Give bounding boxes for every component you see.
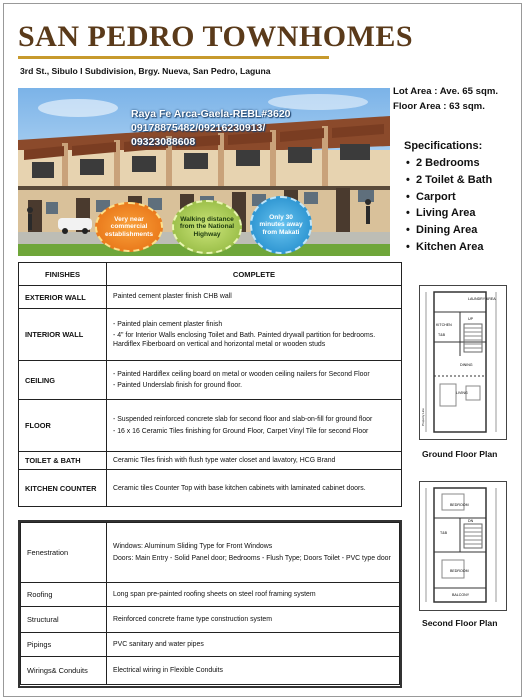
lot-area: Lot Area : Ave. 65 sqm. (393, 86, 499, 97)
row-desc: Painted cement plaster finish CHB wall (107, 286, 402, 309)
table-row (19, 286, 402, 309)
ground-floor-plan-label: Ground Floor Plan (422, 449, 498, 459)
row-desc: Windows: Aluminum Sliding Type for Front Windows Doors: Main Entry - Solid Panel door; Bedrooms - Flush Type; Doors Toilet - PVC type door (107, 523, 400, 583)
row-label: EXTERIOR WALL (19, 286, 107, 309)
specifications-list (406, 157, 492, 258)
table-row (19, 452, 402, 470)
row-label: FLOOR (19, 400, 107, 452)
badge-highway: Walking distance from the National Highway (172, 200, 242, 254)
row-label: Fenestration (21, 523, 107, 583)
spec-item: • Carport (406, 190, 456, 203)
bullet-icon: • (406, 190, 410, 203)
bullet-icon: • (406, 240, 410, 253)
bullet-icon: • (406, 224, 410, 237)
spec-item: • Dining Area (406, 224, 478, 237)
plan-room-label: LIVING (456, 391, 468, 395)
floor-area: Floor Area : 63 sqm. (393, 101, 485, 112)
row-desc: Ceramic Tiles finish with flush type water closet and lavatory, HCG Brand (107, 452, 402, 470)
row-desc: Ceramic tiles Counter Top with base kitchen cabinets with laminated cabinet doors. (107, 470, 402, 507)
plan-room-label: LAUNDRY AREA (468, 297, 496, 301)
row-desc: - Painted plain cement plaster finish - 4" for Interior Walls enclosing Toilet and Bath. Painted drywall partition for bedrooms. Hardiflex Fiberboard on vertical and horizontal metal or wooden studs (107, 309, 402, 361)
address-line: 3rd St., Sibulo I Subdivision, Brgy. Nueva, San Pedro, Laguna (20, 66, 271, 76)
row-label: KITCHEN COUNTER (19, 470, 107, 507)
column-header-finishes: FINISHES (19, 263, 107, 286)
ground-floor-drawing (420, 286, 506, 439)
plan-room-label: UP (468, 317, 473, 321)
bullet-icon: • (406, 157, 410, 169)
table-row (19, 400, 402, 452)
second-floor-plan-label: Second Floor Plan (422, 618, 498, 628)
row-desc: Electrical wiring in Flexible Conduits (107, 657, 400, 685)
systems-table (20, 522, 400, 685)
row-label: INTERIOR WALL (19, 309, 107, 361)
plan-room-label: DN (468, 519, 474, 523)
spec-item: • 2 Bedrooms (406, 157, 480, 169)
row-desc: - Suspended reinforced concrete slab for second floor and slab-on-fill for ground floor - 16 x 16 Ceramic Tiles finishing for Ground Floor, Carpet Vinyl Tile for second Floor (107, 400, 402, 452)
ground-floor-plan (419, 285, 507, 440)
plan-room-label: DINING (460, 363, 473, 367)
second-floor-drawing (420, 482, 506, 610)
column-header-complete: COMPLETE (107, 263, 402, 286)
spec-item: • Kitchen Area (406, 240, 484, 253)
table-row (19, 470, 402, 507)
row-desc: Reinforced concrete frame type construction system (107, 607, 400, 633)
specifications-heading: Specifications: (404, 140, 483, 152)
table-row (21, 657, 400, 685)
plan-room-label: T&B (438, 333, 445, 337)
plan-room-label: KITCHEN (436, 323, 452, 327)
badge-commercial: Very near commercial establishments (95, 202, 163, 252)
second-floor-plan (419, 481, 507, 611)
badge-makati: Only 30 minutes away from Makati (250, 196, 312, 254)
table-row (21, 607, 400, 633)
finishes-table (18, 262, 402, 507)
row-label: Structural (21, 607, 107, 633)
bullet-icon: • (406, 173, 410, 186)
table-row (21, 583, 400, 607)
spec-item: • 2 Toilet & Bath (406, 173, 493, 186)
row-label: TOILET & BATH (19, 452, 107, 470)
agent-phone-2: 09323088608 (131, 136, 196, 148)
table-row (19, 309, 402, 361)
agent-contact (131, 107, 291, 149)
bullet-icon: • (406, 207, 410, 220)
table-row (19, 361, 402, 400)
row-desc: Long span pre-painted roofing sheets on steel roof framing system (107, 583, 400, 607)
plan-room-label: BEDROOM (450, 569, 469, 573)
agent-name: Raya Fe Arca-Gaela-REBL#3620 (131, 108, 291, 120)
row-label: Wirings& Conduits (21, 657, 107, 685)
spec-item: • Living Area (406, 207, 476, 220)
table-row (21, 523, 400, 583)
plan-room-label: BALCONY (452, 593, 470, 597)
table-row (21, 633, 400, 657)
table-header-row (19, 263, 402, 286)
row-label: Pipings (21, 633, 107, 657)
plan-room-label: BEDROOM (450, 503, 469, 507)
row-desc: - Painted Hardiflex ceiling board on metal or wooden ceiling nailers for Second Floor - Painted Underslab finish for ground floor. (107, 361, 402, 400)
title-underline (18, 56, 329, 59)
row-desc: PVC sanitary and water pipes (107, 633, 400, 657)
row-label: CEILING (19, 361, 107, 400)
row-label: Roofing (21, 583, 107, 607)
page-title: SAN PEDRO TOWNHOMES (18, 20, 414, 53)
plan-room-label: T&B (440, 531, 447, 535)
plan-room-label: Property Line (421, 408, 425, 426)
agent-phone: 09178875482/09216230913/ (131, 122, 266, 134)
